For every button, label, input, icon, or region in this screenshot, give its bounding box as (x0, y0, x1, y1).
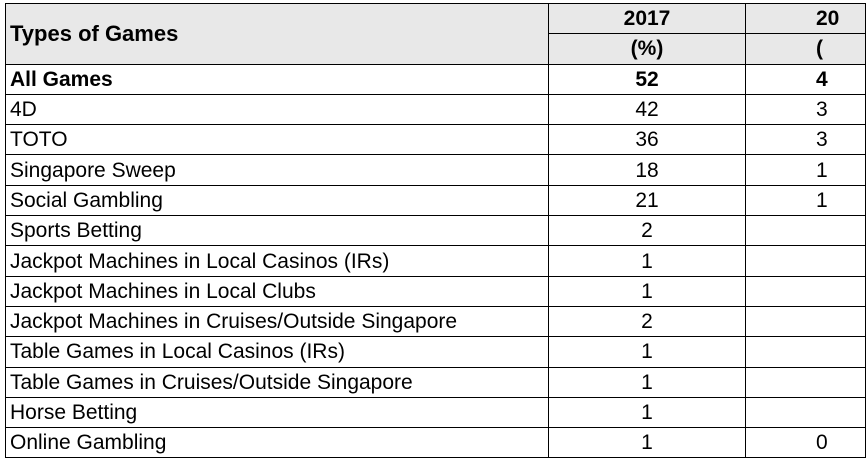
value-next-year-cell: 3 (746, 94, 866, 124)
header-row-years (6, 4, 866, 34)
column-header-types-of-games: Types of Games (6, 4, 549, 65)
value-next-year-cell: 1 (746, 185, 866, 215)
unit-header-2017: (%) (549, 34, 746, 64)
value-next-year-cell (746, 306, 866, 336)
game-type-cell: Singapore Sweep (6, 155, 549, 185)
value-2017-cell: 18 (549, 155, 746, 185)
table-row (6, 185, 866, 215)
value-2017-cell: 52 (549, 64, 746, 94)
value-next-year-cell (746, 246, 866, 276)
table-row (6, 64, 866, 94)
value-2017-cell: 1 (549, 246, 746, 276)
value-2017-cell: 1 (549, 397, 746, 427)
game-type-cell: Table Games in Local Casinos (IRs) (6, 337, 549, 367)
game-type-cell: Jackpot Machines in Local Clubs (6, 276, 549, 306)
value-next-year-cell (746, 276, 866, 306)
value-next-year-cell (746, 337, 866, 367)
game-type-cell: Table Games in Cruises/Outside Singapore (6, 367, 549, 397)
unit-header-next: ( (746, 34, 866, 64)
value-next-year-cell: 3 (746, 125, 866, 155)
value-next-year-cell (746, 216, 866, 246)
column-header-year-next: 20 (746, 4, 866, 34)
table-row (6, 155, 866, 185)
value-2017-cell: 1 (549, 367, 746, 397)
table-row (6, 216, 866, 246)
value-2017-cell: 2 (549, 306, 746, 336)
game-type-cell: Sports Betting (6, 216, 549, 246)
table-row (6, 367, 866, 397)
table-row (6, 397, 866, 427)
value-2017-cell: 2 (549, 216, 746, 246)
table-row (6, 306, 866, 336)
value-2017-cell: 1 (549, 428, 746, 458)
table-row (6, 428, 866, 458)
value-next-year-cell (746, 397, 866, 427)
value-2017-cell: 36 (549, 125, 746, 155)
value-next-year-cell: 1 (746, 155, 866, 185)
table-row (6, 246, 866, 276)
game-type-cell: Jackpot Machines in Local Casinos (IRs) (6, 246, 549, 276)
table-row (6, 276, 866, 306)
game-type-cell: Social Gambling (6, 185, 549, 215)
game-type-cell: Online Gambling (6, 428, 549, 458)
value-next-year-cell (746, 367, 866, 397)
value-2017-cell: 42 (549, 94, 746, 124)
table-row (6, 337, 866, 367)
game-type-cell: Horse Betting (6, 397, 549, 427)
value-next-year-cell: 0 (746, 428, 866, 458)
games-table (5, 3, 866, 458)
value-2017-cell: 1 (549, 337, 746, 367)
game-type-cell: 4D (6, 94, 549, 124)
value-2017-cell: 1 (549, 276, 746, 306)
table-row (6, 125, 866, 155)
value-next-year-cell: 4 (746, 64, 866, 94)
column-header-year-2017: 2017 (549, 4, 746, 34)
game-type-cell: Jackpot Machines in Cruises/Outside Singapore (6, 306, 549, 336)
game-type-cell: TOTO (6, 125, 549, 155)
value-2017-cell: 21 (549, 185, 746, 215)
table-row (6, 94, 866, 124)
game-type-cell: All Games (6, 64, 549, 94)
